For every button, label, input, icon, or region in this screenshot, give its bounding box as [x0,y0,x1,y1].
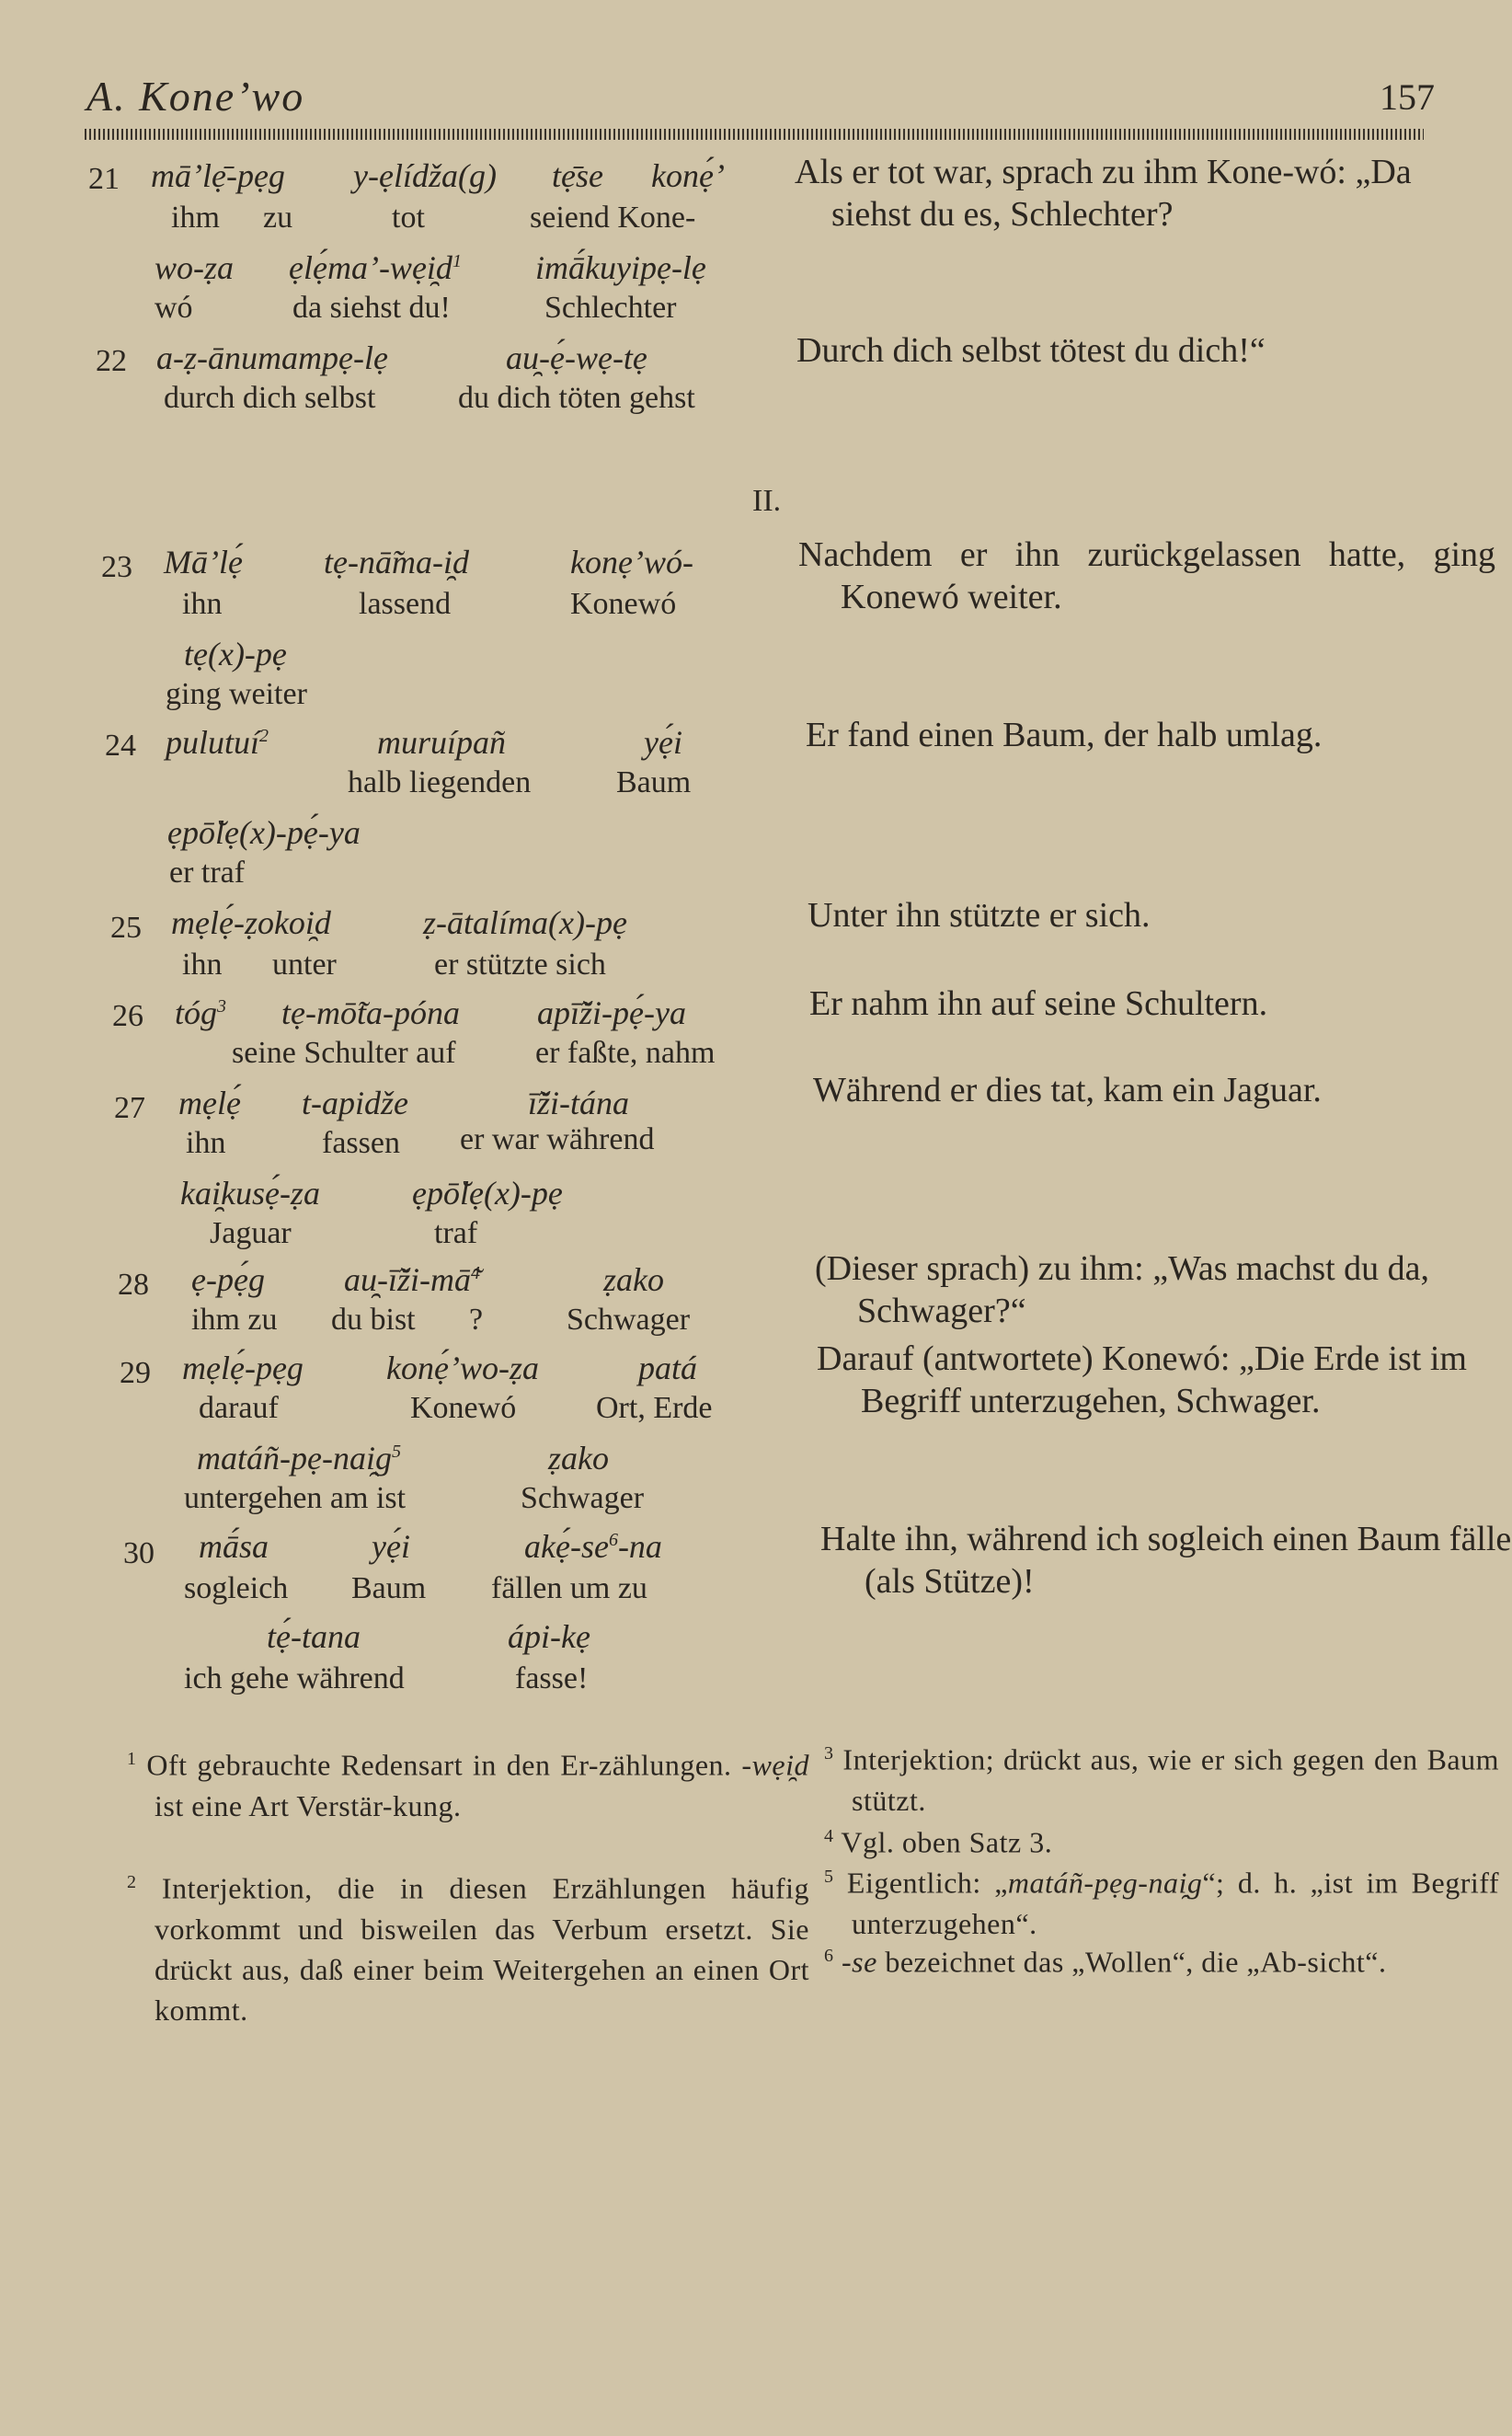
native-word: Mā’lẹ́ [164,544,243,580]
footnote: $^1$ Oft gebrauchte Redensart in den Er-zählungen. -wẹi̯d ist eine Art Verstär-kung. [127,1748,809,1822]
native-word: $akẹ́-se^6-na$ [524,1528,662,1565]
line-number: 27 [114,1091,145,1125]
gloss: Konewó [570,587,677,621]
gloss: durch dich selbst [164,381,376,415]
native-word: imā́kuyipẹ-lẹ [535,249,706,286]
native-word: a-ẓ-ānumampẹ-lẹ [156,339,388,376]
native-word: mẹlẹ́ [178,1085,241,1121]
translation: Nachdem er ihn zurückgelassen hatte, ging Konewó weiter. [798,535,1495,616]
gloss: wó [155,291,193,325]
gloss: ihn [186,1126,226,1160]
gloss: ihn [182,948,223,982]
native-word: wo-ẓa [155,249,235,286]
native-word: $ẹlẹ́ma’-wẹi̯d^1$ [289,249,462,286]
gloss: du bist [331,1303,416,1337]
native-word: tẹ́-tana [267,1618,361,1655]
gloss: da siehst du! [292,291,451,325]
gloss: ihm [171,201,220,235]
translation: Er nahm ihn auf seine Schultern. [809,984,1268,1023]
native-word: yẹ́i [644,724,682,761]
gloss: halb liegenden [348,765,532,799]
gloss: er traf [169,856,246,890]
gloss: Schlechter [544,291,677,325]
running-title: A. Kone’wo [86,73,305,120]
native-word: pulutuí$^2$ [166,724,269,761]
footnote: $^3$ Interjektion; drückt aus, wie er sich gegen den Baum stützt. [824,1742,1500,1817]
gloss: traf [434,1216,478,1250]
native-word: patá [638,1350,698,1386]
page-number: 157 [1380,76,1435,118]
translation: Durch dich selbst tötest du dich!“ [796,331,1266,370]
native-word: kai̯kusẹ́-ẓa [180,1175,320,1212]
footnote-number: 2 [127,1872,137,1892]
gloss: unter [272,948,337,982]
gloss: fällen um zu [491,1571,647,1605]
footnote-number: 6 [824,1946,834,1966]
gloss: er war während [460,1122,655,1156]
gloss: Jaguar [210,1216,292,1250]
gloss: fasse! [515,1661,589,1695]
line-number: 25 [110,911,142,945]
native-word: tẹ(x)-pẹ [184,636,287,672]
gloss: er faßte, nahm [535,1036,716,1070]
footnote-marker: 2 [259,726,269,746]
gloss: lassend [359,587,452,621]
native-word: tẹ-nā̃ma-i̯d [324,544,469,580]
gloss: ? [469,1303,484,1337]
native-word: tẹ-mō̃ta-póna [281,994,460,1031]
native-word: matáñ-$pẹ-nai̯g^5$ [197,1440,401,1477]
native-word: konẹ́’ [651,157,725,194]
gloss: Schwager [567,1303,691,1337]
translation: (Dieser sprach) zu ihm: „Was machst du da, Schwager?“ [815,1249,1430,1330]
native-word: tẹ̄se [552,157,603,194]
gloss: fassen [322,1126,400,1160]
gloss: seiend Kone- [530,201,696,235]
native-word: ẹpō̆lẹ(x)-pẹ [412,1175,563,1212]
native-word: mā́sa [199,1528,269,1565]
gloss: ihn [182,587,223,621]
translation: Er fand einen Baum, der halb umlag. [806,716,1323,754]
native-word: ẓ-ātalíma(x)-pẹ [423,904,627,941]
footnote: $^5$ Eigentlich: „matáñ-pẹg-nai̯g“; d. h. „ist im Begriff unterzugehen“. [824,1866,1499,1940]
gloss: ich gehe während [184,1661,405,1695]
gloss: Schwager [521,1481,645,1515]
native-word: ẓako [548,1440,609,1477]
gloss: darauf [199,1391,279,1425]
footnote-number: 1 [127,1749,137,1769]
native-word: mẹlẹ́-pẹg [182,1350,304,1386]
native-word: ẹ-pẹ́g [191,1261,265,1298]
line-number: 21 [88,162,120,196]
footnote-number: 5 [824,1867,834,1887]
native-word: konẹ’wó- [570,544,693,580]
translation: Unter ihn stützte er sich. [808,896,1151,935]
line-number: 22 [96,344,127,378]
native-word: ẓako [603,1261,664,1298]
footnote-marker: 5 [391,1442,401,1462]
native-word: au̯-ẹ́-wẹ-tẹ [506,339,647,376]
native-word: mā’lẹ̄-pẹg [151,157,285,194]
gloss: tot [392,201,425,235]
native-word: ī̃ži-tána [528,1085,630,1121]
footnote-marker: 3 [217,996,227,1017]
footnote-marker: 1 [452,251,462,271]
gloss: sogleich [184,1571,289,1605]
gloss: Konewó [410,1391,517,1425]
native-word: ẹpō̆lẹ(x)-pẹ́-ya [167,814,361,851]
translation: Halte ihn, während ich sogleich einen Baum fälle (als Stütze)! [820,1520,1512,1601]
native-word: mẹlẹ́-ẓokoi̯d [171,904,331,941]
gloss: seine Schulter auf [232,1036,456,1070]
native-word: yẹ́i [372,1528,410,1565]
header-rule [85,129,1424,140]
native-word: muruípañ [377,724,507,761]
gloss: Ort, Erde [596,1391,713,1425]
footnote-number: 4 [824,1826,834,1846]
native-word: au̯-ī̃ži-mā̃$^4$ [344,1261,480,1298]
footnote: $^2$ Interjektion, die in diesen Erzählungen häufig vorkommt und bisweilen das Verbum ersetzt. Sie drückt aus, daß einer beim Weitergehen an einen Ort kommt. [127,1871,809,2027]
translation: Während er dies tat, kam ein Jaguar. [813,1071,1322,1109]
line-number: 30 [123,1536,155,1570]
gloss: Baum [616,765,692,799]
native-word: konẹ́’wo-ẓa [386,1350,539,1386]
translation: Als er tot war, sprach zu ihm Kone-wó: „Da siehst du es, Schlechter? [795,153,1412,234]
gloss: er stützte sich [434,948,606,982]
line-number: 28 [118,1268,149,1302]
line-number: 24 [105,729,136,763]
gloss: Baum [351,1571,427,1605]
footnote: $^4$ Vgl. oben Satz 3. [824,1825,1053,1859]
native-word: y-ẹlídža(g) [353,157,497,194]
native-word: ápi-kẹ [508,1618,590,1655]
native-word: t-apidže [302,1085,408,1121]
gloss: zu [263,201,293,235]
line-number: 26 [112,999,143,1033]
gloss: untergehen am ist [184,1481,407,1515]
line-number: 29 [120,1356,151,1390]
gloss: ging weiter [166,677,307,711]
section-heading: II. [752,484,782,518]
footnote-number: 3 [824,1743,834,1764]
gloss: du dich töten gehst [458,381,695,415]
footnote-marker: 4 [471,1263,480,1283]
native-word: tóg$^3$ [175,994,227,1031]
gloss: ihm zu [191,1303,278,1337]
line-number: 23 [101,550,132,584]
footnote-marker: 6 [608,1530,618,1550]
translation: Darauf (antwortete) Konewó: „Die Erde ist im Begriff unterzugehen, Schwager. [817,1339,1467,1420]
footnote: $^6$ -se bezeichnet das „Wollen“, die „Ab-sicht“. [824,1945,1387,1979]
native-word: apī̃ži-pẹ́-ya [537,994,686,1031]
